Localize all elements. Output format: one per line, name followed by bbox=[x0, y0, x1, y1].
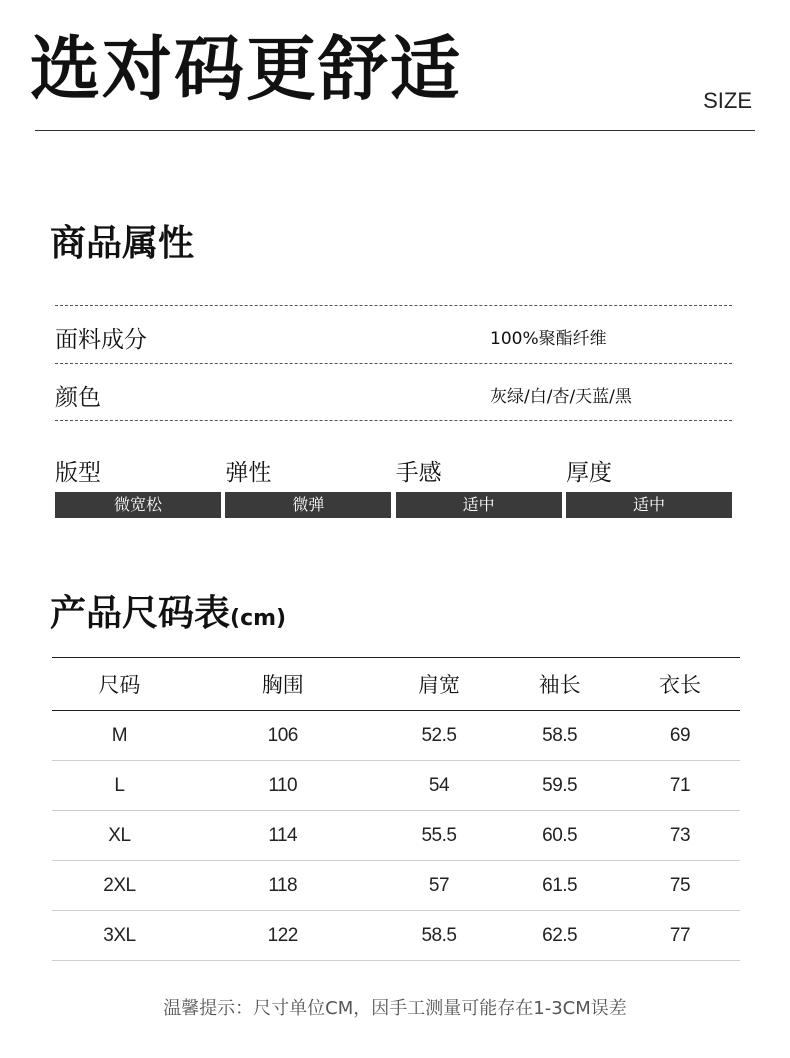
table-cell: 58.5 bbox=[379, 911, 500, 961]
feature-value: 适中 bbox=[396, 492, 562, 518]
table-cell: 58.5 bbox=[499, 711, 620, 761]
attribute-row-color bbox=[55, 363, 732, 421]
table-cell: 118 bbox=[187, 861, 379, 911]
size-chart-unit: (cm) bbox=[230, 606, 287, 631]
column-header-shoulder: 肩宽 bbox=[417, 673, 460, 697]
feature-elasticity bbox=[225, 458, 391, 518]
attribute-row-fabric bbox=[55, 305, 732, 363]
table-cell: 110 bbox=[187, 761, 379, 811]
attribute-value: 100%聚酯纤维 bbox=[490, 329, 607, 349]
feature-value: 微弹 bbox=[225, 492, 391, 518]
column-header-sleeve: 袖长 bbox=[538, 673, 581, 697]
table-row bbox=[52, 911, 740, 961]
table-cell: 2XL bbox=[52, 861, 187, 911]
table-cell: 61.5 bbox=[499, 861, 620, 911]
table-cell: L bbox=[52, 761, 187, 811]
table-cell: 3XL bbox=[52, 911, 187, 961]
table-cell: 69 bbox=[620, 711, 740, 761]
header-divider bbox=[35, 130, 755, 131]
table-cell: M bbox=[52, 711, 187, 761]
table-row bbox=[52, 861, 740, 911]
table-row bbox=[52, 811, 740, 861]
attribute-key: 面料成分 bbox=[55, 327, 147, 353]
column-header-size: 尺码 bbox=[98, 673, 141, 697]
feature-value: 适中 bbox=[566, 492, 732, 518]
feature-grid bbox=[55, 458, 732, 518]
feature-label: 版型 bbox=[55, 460, 101, 486]
size-chart-title bbox=[50, 593, 287, 634]
table-cell: 55.5 bbox=[379, 811, 500, 861]
table-cell: 106 bbox=[187, 711, 379, 761]
size-label: SIZE bbox=[703, 88, 752, 113]
size-chart-title-text: 产品尺码表 bbox=[50, 593, 231, 634]
feature-label: 厚度 bbox=[565, 460, 612, 486]
column-header-length: 衣长 bbox=[658, 673, 701, 697]
table-row bbox=[52, 711, 740, 761]
table-cell: 73 bbox=[620, 811, 740, 861]
table-cell: 57 bbox=[379, 861, 500, 911]
feature-value: 微宽松 bbox=[55, 492, 221, 518]
table-cell: XL bbox=[52, 811, 187, 861]
feature-label: 手感 bbox=[395, 460, 442, 486]
attribute-key: 颜色 bbox=[55, 385, 101, 411]
table-cell: 122 bbox=[187, 911, 379, 961]
table-cell: 71 bbox=[620, 761, 740, 811]
table-cell: 54 bbox=[379, 761, 500, 811]
page-title: 选对码更舒适 bbox=[30, 28, 462, 110]
attribute-value: 灰绿/白/杏/天蓝/黑 bbox=[490, 387, 632, 407]
feature-thickness bbox=[566, 458, 732, 518]
table-row bbox=[52, 761, 740, 811]
feature-feel bbox=[396, 458, 562, 518]
size-table bbox=[52, 657, 740, 961]
table-cell: 52.5 bbox=[379, 711, 500, 761]
table-cell: 114 bbox=[187, 811, 379, 861]
table-cell: 77 bbox=[620, 911, 740, 961]
feature-label: 弹性 bbox=[225, 460, 272, 486]
attribute-list bbox=[55, 305, 732, 421]
table-header-row bbox=[52, 658, 740, 711]
column-header-chest: 胸围 bbox=[261, 673, 304, 697]
table-cell: 59.5 bbox=[499, 761, 620, 811]
table-cell: 60.5 bbox=[499, 811, 620, 861]
table-cell: 62.5 bbox=[499, 911, 620, 961]
feature-fit bbox=[55, 458, 221, 518]
attributes-title: 商品属性 bbox=[50, 223, 195, 264]
table-cell: 75 bbox=[620, 861, 740, 911]
measurement-note: 温馨提示：尺寸单位CM，因手工测量可能存在1-3CM误差 bbox=[163, 998, 627, 1019]
